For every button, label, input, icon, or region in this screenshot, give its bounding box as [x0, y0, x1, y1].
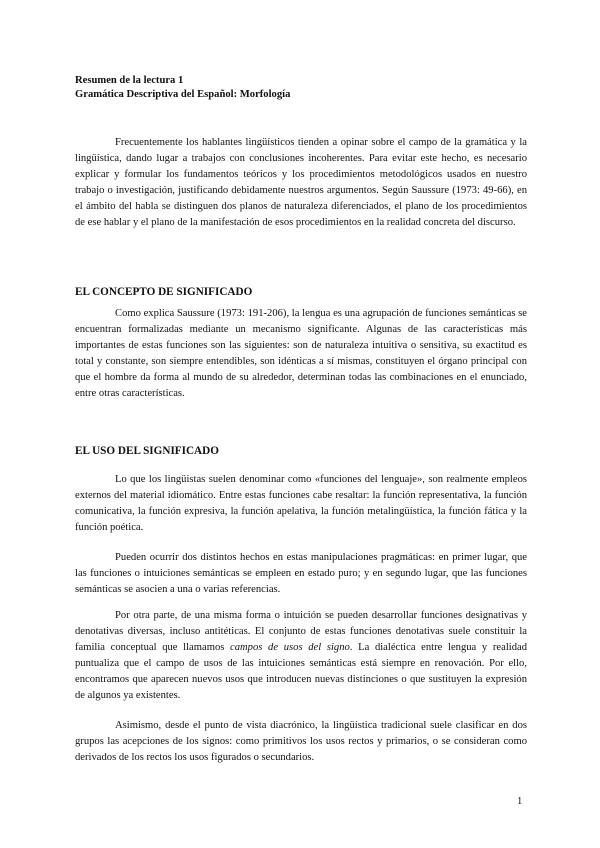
- section-heading-concepto: EL CONCEPTO DE SIGNIFICADO: [75, 286, 253, 298]
- header-subtitle: Gramática Descriptiva del Español: Morfología: [75, 89, 291, 100]
- uso-paragraph-2: Pueden ocurrir dos distintos hechos en estas manipulaciones pragmáticas: en primer lugar, que las funciones o intuiciones semánticas se empleen en estado puro; y en segundo lugar, que las funciones semánticas se asocien a una o varias referencias.: [75, 552, 527, 596]
- campos-usos-signo-term: campos de usos del signo: [230, 642, 350, 654]
- uso-paragraph-3-text-a: Por otra parte, de una misma forma o intuición se pueden desarrollar funciones designativas y denotativas diversas, incluso antitéticas. El conjunto de estas funciones denotativas suele constituir la familia conceptual que llamamos: [75, 610, 527, 654]
- uso-paragraph-3-text-b: . La dialéctica entre lengua y realidad puntualiza que el campo de usos de las intuiciones semánticas está siempre en renovación. Por ello, encontramos que aparecen nuevos usos que introducen nuevas distinciones o que sustituyen la expresión de algunos ya existentes.: [75, 642, 527, 702]
- section-heading-uso: EL USO DEL SIGNIFICADO: [75, 445, 219, 457]
- uso-paragraph-1: Lo que los lingüistas suelen denominar como «funciones del lenguaje», son realmente empleos externos del material idiomático. Entre estas funciones cabe resaltar: la función representativa, la función comunicativa, la función expresiva, la función apelativa, la función metalingüística, la función fática y la función poética.: [75, 474, 527, 534]
- concepto-paragraph: Como explica Saussure (1973: 191-206), la lengua es una agrupación de funciones semánticas se encuentran formalizadas mediante un mecanismo significante. Algunas de las características más importantes de estas funciones son las siguientes: son de naturaleza intuitiva o sensitiva, su exactitud es total y constante, son siempre entendibles, son idénticas a sí mismas, constituyen el órgano principal con que el hombre da forma al mundo de su alrededor, determinan todas las combinaciones en el enunciado, entre otras características.: [75, 308, 527, 400]
- header-title: Resumen de la lectura 1: [75, 75, 184, 86]
- intro-paragraph: Frecuentemente los hablantes lingüísticos tienden a opinar sobre el campo de la gramática y la lingüística, dando lugar a trabajos con conclusiones incoherentes. Para evitar este hecho, es necesario explicar y formular los fundamentos teóricos y los procedimientos metodológicos usados en nuestro trabajo o investigación, justificando debidamente nuestros argumentos. Según Saussure (1973: 49-66), en el ámbito del habla se distinguen dos planos de naturaleza diferenciados, el plano de los procedimientos de ese hablar y el plano de la manifestación de esos procedimientos en la realidad concreta del discurso.: [75, 137, 527, 229]
- uso-paragraph-3: [75, 608, 527, 704]
- page-number: 1: [517, 796, 523, 807]
- uso-paragraph-4: Asimismo, desde el punto de vista diacrónico, la lingüística tradicional suele clasificar en dos grupos las acepciones de los signos: como primitivos los usos rectos y primarios, o se consideran como derivados de los rectos los usos figurados o secundarios.: [75, 720, 527, 764]
